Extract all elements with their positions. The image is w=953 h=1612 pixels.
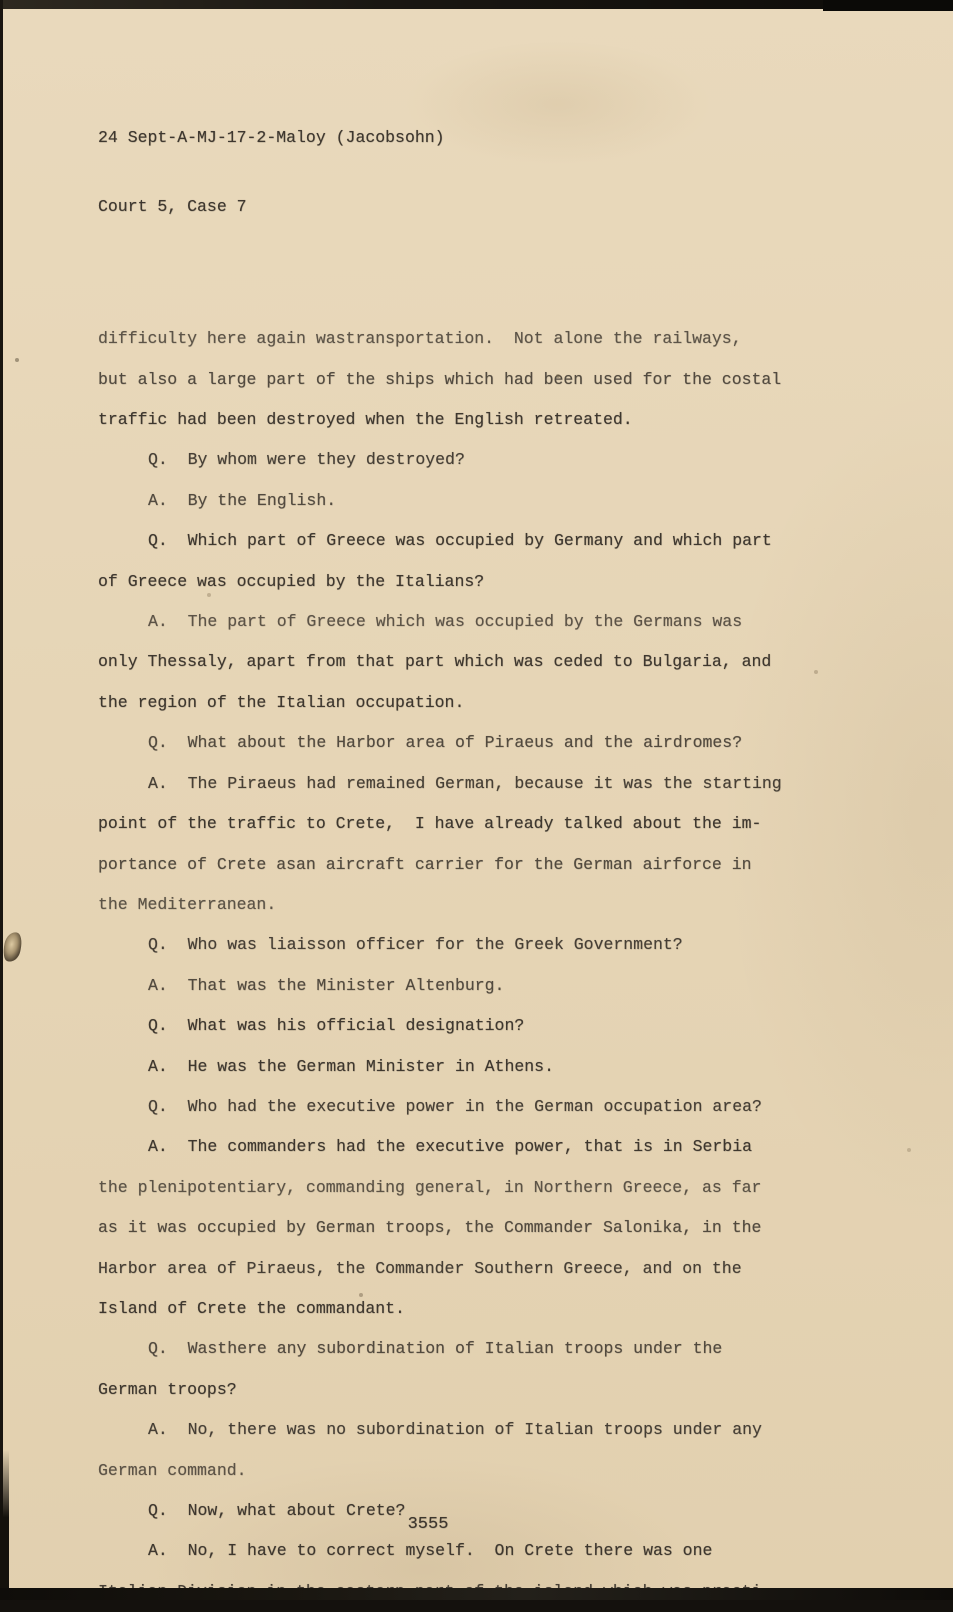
transcript-line: A. He was the German Minister in Athens. — [148, 1056, 554, 1076]
transcript-line: point of the traffic to Crete, I have already talked about the im- — [98, 814, 762, 834]
transcript-line: A. No, I have to correct myself. On Crete there was one — [148, 1541, 713, 1561]
transcript-line: Island of Crete the commandant. — [98, 1298, 405, 1318]
scanned-page — [3, 9, 953, 1588]
scan-corner-bottom-left — [0, 1450, 9, 1600]
paper-specks — [3, 9, 5, 11]
transcript-line: Q. Wasthere any subordination of Italian troops under the — [148, 1339, 723, 1359]
transcript-line: A. That was the Minister Altenburg. — [148, 975, 505, 995]
scan-edge-left — [0, 0, 3, 1600]
transcript-line: portance of Crete asan aircraft carrier for the German airforce in — [98, 854, 752, 874]
scan-edge-bottom — [0, 1588, 953, 1600]
transcript-line: A. By the English. — [148, 490, 337, 510]
transcript-line: Q. What was his official designation? — [148, 1016, 525, 1036]
transcript-line: traffic had been destroyed when the English retreated. — [98, 410, 633, 430]
transcript-line: German troops? — [98, 1379, 237, 1399]
transcript-body — [98, 198, 782, 1612]
transcript-line: German command. — [98, 1460, 247, 1480]
transcript-line: A. The part of Greece which was occupied by the Germans was — [148, 612, 743, 632]
transcript-line: Q. Which part of Greece was occupied by Germany and which part — [148, 531, 772, 551]
transcript-line: only Thessaly, apart from that part which was ceded to Bulgaria, and — [98, 652, 772, 672]
transcript-line: the Mediterranean. — [98, 894, 277, 914]
transcript-line: as it was occupied by German troops, the Commander Salonika, in the — [98, 1218, 762, 1238]
header-court-case-line: Court 5, Case 7 — [98, 197, 247, 216]
transcript-line: Q. Who was liaisson officer for the Greek Government? — [148, 935, 683, 955]
transcript-line: Q. Who had the executive power in the German occupation area? — [148, 1096, 762, 1116]
transcript-line: the plenipotentiary, commanding general, in Northern Greece, as far — [98, 1177, 762, 1197]
transcript-line: difficulty here again wastransportation. Not alone the railways, — [98, 329, 742, 349]
header-reference-line: 24 Sept-A-MJ-17-2-Maloy (Jacobsohn) — [98, 128, 445, 147]
transcript-line: of Greece was occupied by the Italians? — [98, 571, 485, 591]
transcript-line: the region of the Italian occupation. — [98, 692, 465, 712]
ink-blot-mark — [1, 931, 24, 964]
transcript-line: A. The commanders had the executive power, that is in Serbia — [148, 1137, 752, 1157]
transcript-line: Q. What about the Harbor area of Piraeus and the airdromes? — [148, 733, 743, 753]
transcript-line: Q. By whom were they destroyed? — [148, 450, 465, 470]
scan-corner-top-right — [823, 0, 953, 11]
transcript-line: A. The Piraeus had remained German, because it was the starting — [148, 773, 782, 793]
transcript-line: Harbor area of Piraeus, the Commander Southern Greece, and on the — [98, 1258, 742, 1278]
transcript-line: Q. Now, what about Crete? — [148, 1501, 406, 1520]
transcript-line: A. No, there was no subordination of Italian troops under any — [148, 1420, 762, 1440]
page-number: 3555 — [407, 1515, 449, 1534]
transcript-line: but also a large part of the ships which had been used for the costal — [98, 369, 782, 389]
scan-edge-top — [0, 0, 953, 9]
